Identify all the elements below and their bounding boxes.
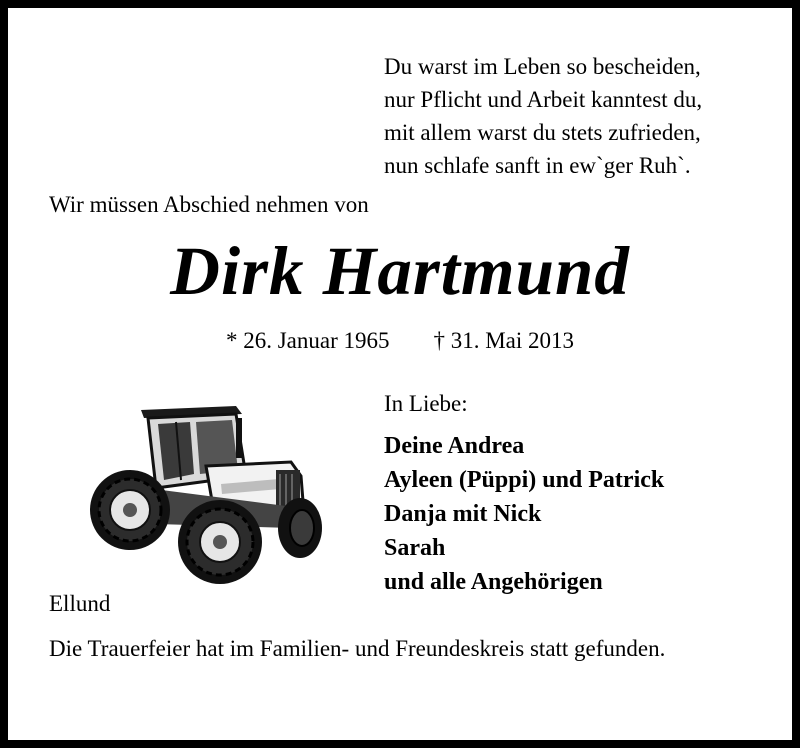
poem-line: nun schlafe sanft in ew`ger Ruh`.	[384, 153, 691, 178]
mourners-list	[384, 429, 664, 599]
deceased-name: Dirk Hartmund	[170, 233, 630, 309]
place-name: Ellund	[49, 591, 111, 616]
mourner-name: Danja mit Nick	[384, 501, 542, 527]
mourner-name: Ayleen (Püppi) und Patrick	[384, 467, 665, 493]
tractor-icon	[86, 396, 326, 586]
death-date: † 31. Mai 2013	[433, 328, 575, 353]
poem-line: nur Pflicht und Arbeit kanntest du,	[384, 87, 703, 112]
poem-line: Du warst im Leben so bescheiden,	[384, 54, 701, 79]
poem-verse	[384, 50, 702, 182]
mourner-name: und alle Angehörigen	[384, 569, 603, 595]
farewell-intro: Wir müssen Abschied nehmen von	[49, 192, 369, 217]
mourner-name: Sarah	[384, 535, 446, 561]
mourner-name: Deine Andrea	[384, 433, 525, 459]
birth-date: * 26. Januar 1965	[225, 328, 390, 353]
life-dates	[8, 328, 792, 354]
funeral-notice: Die Trauerfeier hat im Familien- und Freundeskreis statt gefunden.	[49, 636, 666, 661]
mourners-heading: In Liebe:	[384, 391, 468, 416]
poem-line: mit allem warst du stets zufrieden,	[384, 120, 701, 145]
